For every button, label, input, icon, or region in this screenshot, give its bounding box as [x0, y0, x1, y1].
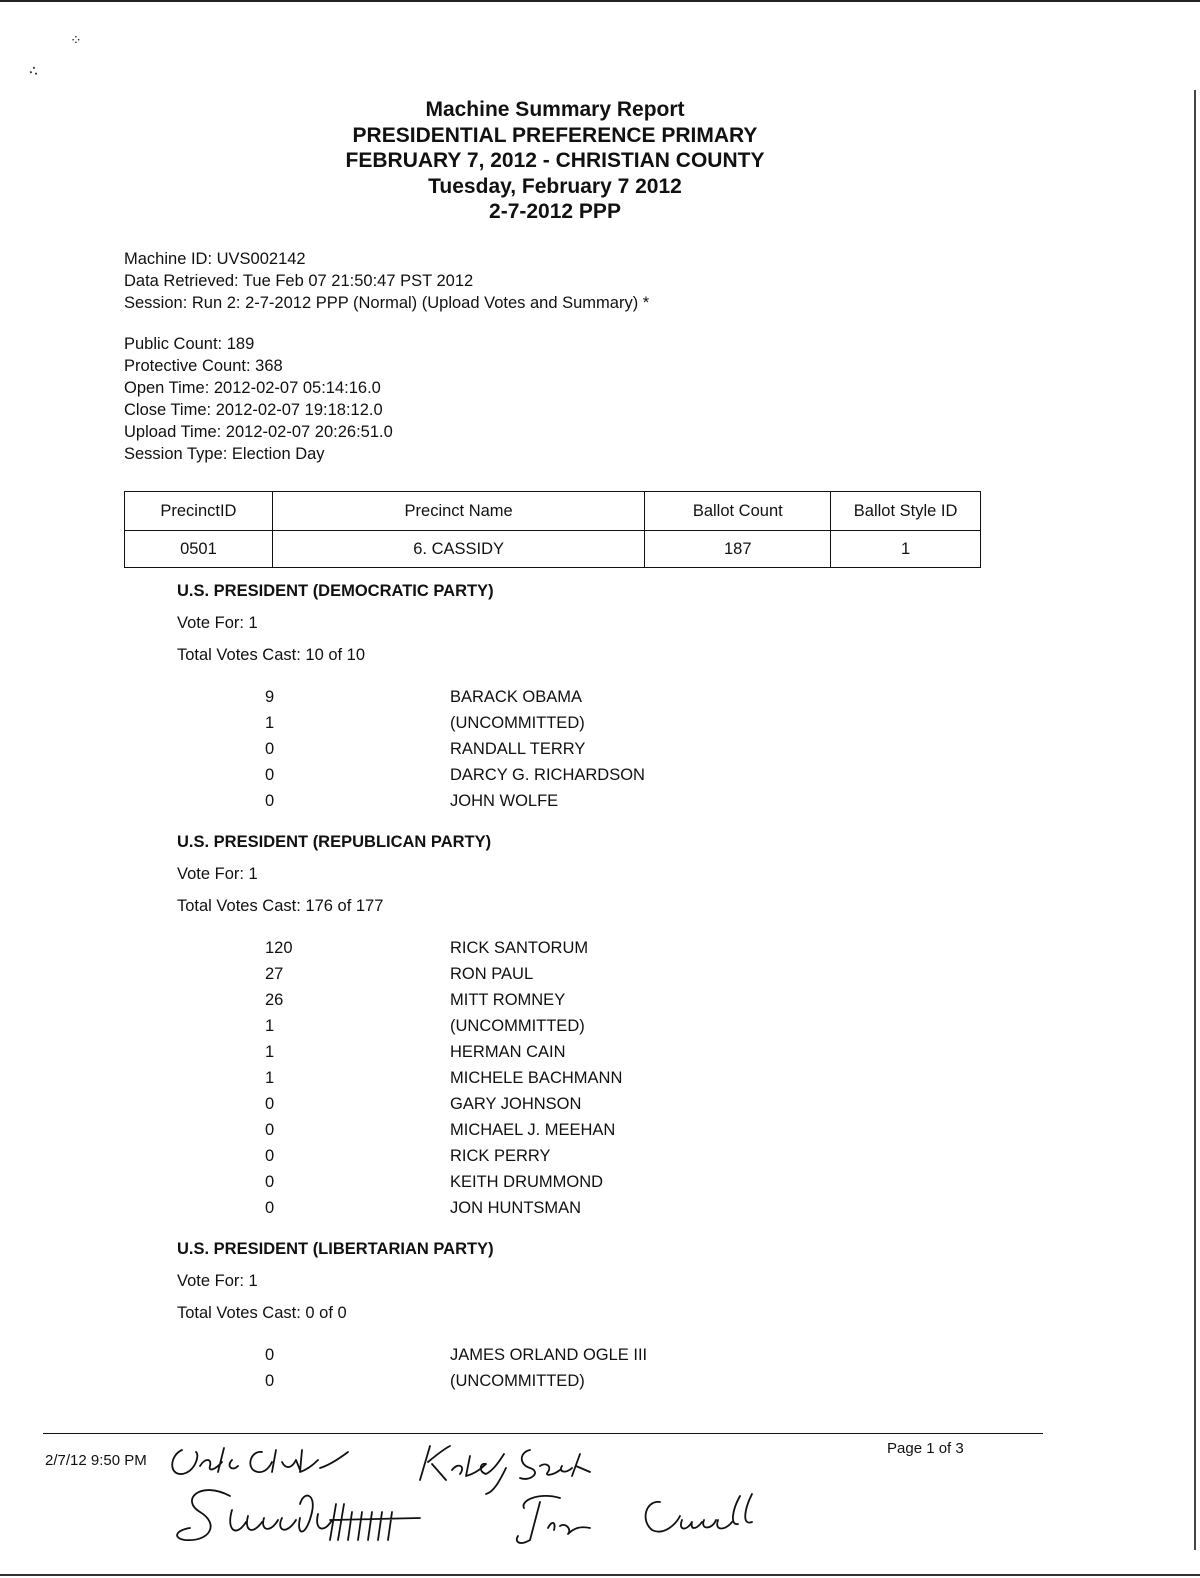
race-title: U.S. PRESIDENT (LIBERTARIAN PARTY)	[177, 1240, 494, 1258]
candidate-name: (UNCOMMITTED)	[450, 1371, 585, 1390]
candidate-votes: 0	[265, 1198, 275, 1217]
election-code: 2-7-2012 PPP	[489, 200, 621, 223]
signature-3	[177, 1490, 420, 1540]
scan-speck: ⁖	[24, 60, 42, 84]
candidate-name: MICHELE BACHMANN	[450, 1068, 623, 1087]
precinct-name-cell: 6. CASSIDY	[272, 531, 645, 568]
upload-time: Upload Time: 2012-02-07 20:26:51.0	[124, 423, 393, 441]
candidate-votes: 1	[265, 1016, 275, 1035]
close-time: Close Time: 2012-02-07 19:18:12.0	[124, 401, 383, 419]
candidate-name: MICHAEL J. MEEHAN	[450, 1120, 616, 1139]
vote-for: Vote For: 1	[177, 865, 258, 883]
election-date-county: FEBRUARY 7, 2012 - CHRISTIAN COUNTY	[345, 149, 765, 172]
signature-1	[172, 1448, 348, 1474]
candidate-name: (UNCOMMITTED)	[450, 1016, 585, 1035]
candidate-votes: 0	[265, 765, 275, 784]
precinct-id-cell: 0501	[125, 531, 273, 568]
candidate-name: RICK PERRY	[450, 1146, 551, 1165]
session-info: Session: Run 2: 2-7-2012 PPP (Normal) (Upload Votes and Summary) *	[124, 294, 650, 312]
candidate-votes: 1	[265, 1042, 275, 1061]
open-time: Open Time: 2012-02-07 05:14:16.0	[124, 379, 381, 397]
report-title: Machine Summary Report	[425, 98, 685, 121]
ballot-style-header: Ballot Style ID	[831, 492, 981, 531]
ballot-count-header: Ballot Count	[645, 492, 831, 531]
total-votes: Total Votes Cast: 0 of 0	[177, 1304, 347, 1322]
page-number: Page 1 of 3	[887, 1440, 964, 1457]
candidate-votes: 0	[265, 1172, 275, 1191]
candidate-name: JON HUNTSMAN	[450, 1198, 582, 1217]
race-title: U.S. PRESIDENT (REPUBLICAN PARTY)	[177, 833, 492, 851]
candidate-votes: 0	[265, 1120, 275, 1139]
candidate-votes: 0	[265, 1371, 275, 1390]
candidate-name: JOHN WOLFE	[450, 791, 559, 810]
race-title: U.S. PRESIDENT (DEMOCRATIC PARTY)	[177, 582, 494, 600]
total-votes: Total Votes Cast: 10 of 10	[177, 646, 366, 664]
ballot-style-cell: 1	[831, 531, 981, 568]
data-retrieved: Data Retrieved: Tue Feb 07 21:50:47 PST 2012	[124, 272, 474, 290]
candidate-votes: 0	[265, 739, 275, 758]
election-name: PRESIDENTIAL PREFERENCE PRIMARY	[352, 123, 758, 147]
candidate-votes: 27	[265, 964, 284, 983]
signature-4	[517, 1494, 752, 1543]
candidate-votes: 0	[265, 791, 275, 810]
precinct-id-header: PrecinctID	[125, 492, 273, 531]
candidate-name: RON PAUL	[450, 964, 534, 983]
candidate-name: MITT ROMNEY	[450, 990, 566, 1009]
candidate-votes: 1	[265, 713, 275, 732]
candidate-name: BARACK OBAMA	[450, 687, 583, 706]
session-type: Session Type: Election Day	[124, 445, 325, 463]
candidate-name: DARCY G. RICHARDSON	[450, 765, 645, 784]
candidate-votes: 120	[265, 938, 293, 957]
scan-speck: ⁘	[70, 32, 82, 48]
candidate-votes: 0	[265, 1094, 275, 1113]
candidate-votes: 0	[265, 1146, 275, 1165]
protective-count: Protective Count: 368	[124, 357, 283, 375]
candidate-name: RANDALL TERRY	[450, 739, 586, 758]
election-day: Tuesday, February 7 2012	[428, 174, 682, 198]
candidate-votes: 9	[265, 687, 275, 706]
vote-for: Vote For: 1	[177, 1272, 258, 1290]
print-timestamp: 2/7/12 9:50 PM	[45, 1452, 147, 1469]
candidate-votes: 26	[265, 990, 284, 1009]
candidate-name: (UNCOMMITTED)	[450, 713, 585, 732]
candidate-name: JAMES ORLAND OGLE III	[450, 1345, 648, 1364]
candidate-name: KEITH DRUMMOND	[450, 1172, 604, 1191]
candidate-name: GARY JOHNSON	[450, 1094, 582, 1113]
candidate-name: RICK SANTORUM	[450, 938, 589, 957]
signature-2	[420, 1446, 590, 1494]
machine-id: Machine ID: UVS002142	[124, 250, 306, 268]
candidate-name: HERMAN CAIN	[450, 1042, 566, 1061]
precinct-name-header: Precinct Name	[272, 492, 645, 531]
public-count: Public Count: 189	[124, 335, 255, 353]
ballot-count-cell: 187	[645, 531, 831, 568]
total-votes: Total Votes Cast: 176 of 177	[177, 897, 384, 915]
candidate-votes: 1	[265, 1068, 275, 1087]
candidate-votes: 0	[265, 1345, 275, 1364]
vote-for: Vote For: 1	[177, 614, 258, 632]
